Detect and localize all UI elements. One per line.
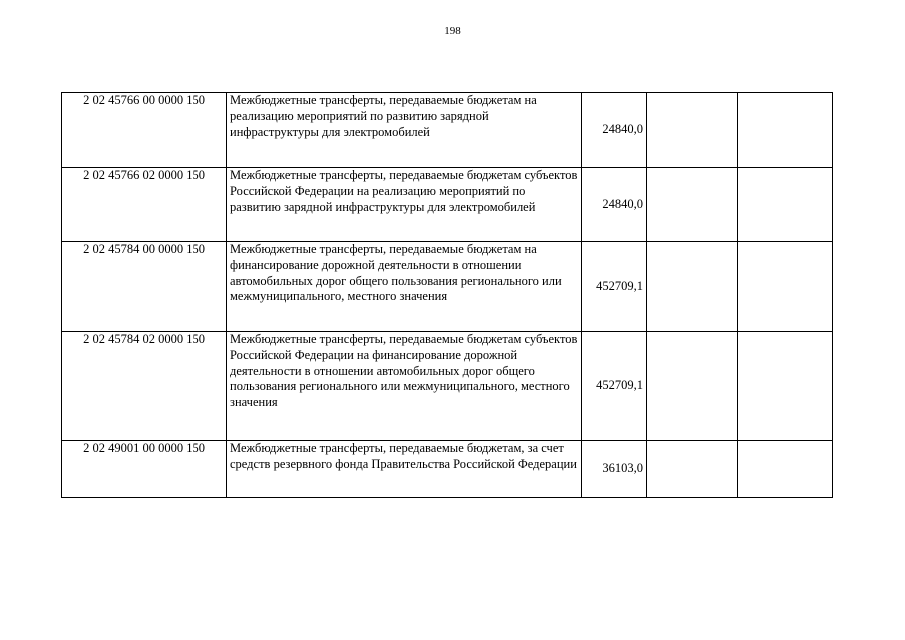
empty-cell: [738, 93, 833, 168]
empty-cell: [647, 441, 738, 498]
empty-cell: [647, 332, 738, 441]
table-row: [62, 168, 833, 242]
empty-cell: [647, 242, 738, 332]
amount-cell: 452709,1: [582, 242, 647, 332]
budget-table: [61, 92, 833, 498]
description-cell: Межбюджетные трансферты, передаваемые бюджетам субъектов Российской Федерации на реализацию мероприятий по развитию зарядной инфраструктуры для электромобилей: [227, 168, 582, 242]
amount-cell: 24840,0: [582, 168, 647, 242]
amount-cell: 24840,0: [582, 93, 647, 168]
budget-code-cell: 2 02 45766 02 0000 150: [62, 168, 227, 242]
amount-cell: 452709,1: [582, 332, 647, 441]
empty-cell: [738, 168, 833, 242]
description-cell: Межбюджетные трансферты, передаваемые бюджетам на финансирование дорожной деятельности в отношении автомобильных дорог общего пользования регионального или межмуниципального, местного значения: [227, 242, 582, 332]
table-row: [62, 242, 833, 332]
empty-cell: [647, 168, 738, 242]
description-cell: Межбюджетные трансферты, передаваемые бюджетам субъектов Российской Федерации на финансирование дорожной деятельности в отношении автомобильных дорог общего пользования регионального или межмуниципального, местного значения: [227, 332, 582, 441]
empty-cell: [738, 332, 833, 441]
budget-code-cell: 2 02 45784 00 0000 150: [62, 242, 227, 332]
description-cell: Межбюджетные трансферты, передаваемые бюджетам, за счет средств резервного фонда Правительства Российской Федерации: [227, 441, 582, 498]
table-row: [62, 93, 833, 168]
empty-cell: [738, 441, 833, 498]
table-row: [62, 441, 833, 498]
table-row: [62, 332, 833, 441]
description-cell: Межбюджетные трансферты, передаваемые бюджетам на реализацию мероприятий по развитию зарядной инфраструктуры для электромобилей: [227, 93, 582, 168]
empty-cell: [647, 93, 738, 168]
budget-code-cell: 2 02 45784 02 0000 150: [62, 332, 227, 441]
budget-code-cell: 2 02 49001 00 0000 150: [62, 441, 227, 498]
empty-cell: [738, 242, 833, 332]
page-number: 198: [444, 25, 461, 37]
amount-cell: 36103,0: [582, 441, 647, 498]
budget-code-cell: 2 02 45766 00 0000 150: [62, 93, 227, 168]
